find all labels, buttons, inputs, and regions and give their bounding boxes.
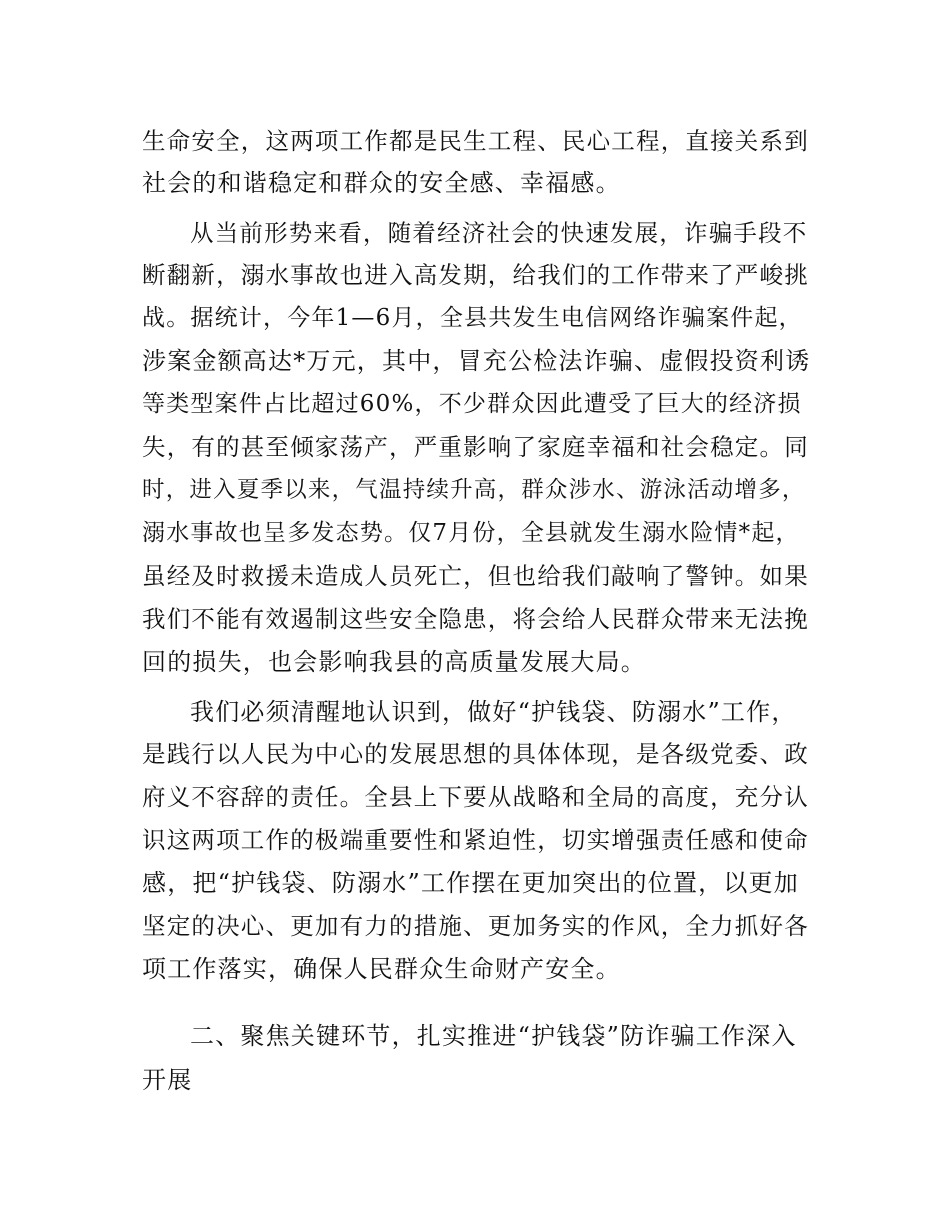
text-line: 等类型案件占比超过60%，不少群众因此遭受了巨大的经济损 — [142, 391, 802, 417]
text-line: 战。据统计，今年1—6月，全县共发生电信网络诈骗案件起， — [142, 305, 803, 331]
text-line: 坚定的决心、更加有力的措施、更加务实的作风，全力抓好各 — [142, 912, 809, 940]
text-line: 回的损失，也会影响我县的高质量发展大局。 — [142, 648, 646, 676]
section-heading: 二、聚焦关键环节，扎实推进“护钱袋”防诈骗工作深入 — [190, 1022, 797, 1050]
text-line: 生命安全，这两项工作都是民生工程、民心工程，直接关系到 — [142, 127, 809, 155]
text-line: 项工作落实，确保人民群众生命财产安全。 — [142, 955, 621, 983]
text-line: 社会的和谐稳定和群众的安全感、幸福感。 — [142, 169, 621, 197]
text-line: 感，把“护钱袋、防溺水”工作摆在更加突出的位置，以更加 — [142, 869, 799, 897]
text-line: 溺水事故也呈多发态势。仅7月份，全县就发生溺水险情*起， — [142, 520, 800, 546]
text-line: 府义不容辞的责任。全县上下要从战略和全局的高度，充分认 — [142, 783, 809, 811]
text-line: 失，有的甚至倾家荡产，严重影响了家庭幸福和社会稳定。同 — [142, 433, 809, 461]
text-line: 我们不能有效遏制这些安全隐患，将会给人民群众带来无法挽 — [142, 605, 809, 633]
text-line: 虽经及时救援未造成人员死亡，但也给我们敲响了警钟。如果 — [142, 562, 809, 590]
text-line: 涉案金额高达*万元，其中，冒充公检法诈骗、虚假投资利诱 — [142, 347, 811, 375]
text-line: 断翻新，溺水事故也进入高发期，给我们的工作带来了严峻挑 — [142, 261, 809, 289]
text-line: 时，进入夏季以来，气温持续升高，群众涉水、游泳活动增多， — [142, 477, 806, 503]
paragraph-first-line: 从当前形势来看，随着经济社会的快速发展，诈骗手段不 — [190, 219, 808, 247]
paragraph-first-line: 我们必须清醒地认识到，做好“护钱袋、防溺水”工作， — [190, 698, 797, 726]
text-line: 是践行以人民为中心的发展思想的具体体现，是各级党委、政 — [142, 740, 809, 768]
text-line: 识这两项工作的极端重要性和紧迫性，切实增强责任感和使命 — [142, 826, 809, 854]
section-heading-continuation: 开展 — [142, 1066, 193, 1094]
